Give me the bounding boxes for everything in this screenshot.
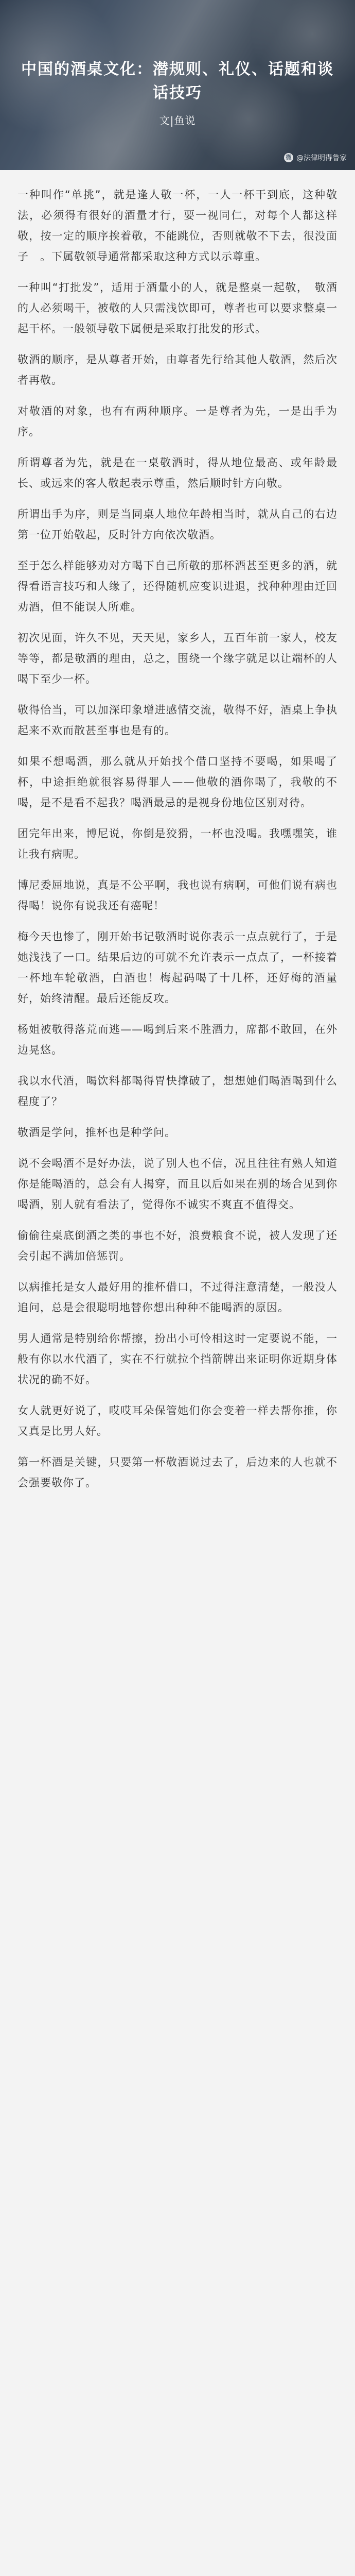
article-paragraph: 第一杯酒是关键，只要第一杯敬酒说过去了，后边来的人也就不会强要敬你了。 [17, 1456, 338, 1489]
header-banner [0, 0, 355, 170]
article-paragraph: 以病推托是女人最好用的推杯借口，不过得注意清楚，一般没人追问，总是会很聪明地替你想出种种不能喝酒的原因。 [17, 1281, 338, 1314]
article-paragraph: 博尼委屈地说，真是不公平啊，我也说有病啊，可他们说有病也得喝！说你有说我还有癌呢！ [17, 879, 338, 912]
article-title: 中国的酒桌文化：潜规则、礼仪、话题和谈话技巧 [21, 60, 334, 102]
article-paragraph: 一种叫“打批发”，适用于酒量小的人，就是整桌一起敬， 敬酒的人必须喝干，被敬的人只需浅饮即可，尊者也可以要求整桌一起干杯。一般领导敬下属便是采取打批发的形式。 [17, 281, 338, 335]
article-paragraph: 敬酒的顺序，是从尊者开始，由尊者先行给其他人敬酒，然后次者再敬。 [17, 353, 338, 386]
article-paragraph: 如果不想喝酒，那么就从开始找个借口坚持不要喝，如果喝了杯，中途拒绝就很容易得罪人——他敬的酒你喝了，我敬的不喝，是不是看不起我？喝酒最忌的是视身份地位区别对待。 [17, 755, 338, 809]
article-paragraph: 所谓尊者为先，就是在一桌敬酒时，得从地位最高、或年龄最长、或远来的客人敬起表示尊重，然后顺时针方向敬。 [17, 456, 338, 489]
weibo-icon: 微 [284, 153, 293, 162]
article-paragraph: 男人通常是特别给你帮擦，扮出小可怜相这时一定要说不能，一般有你以水代酒了，实在不行就拉个挡箭牌出来证明你近期身体状况的确不好。 [17, 1332, 338, 1386]
article-paragraph: 初次见面，许久不见，天天见，家乡人，五百年前一家人，校友等等，都是敬酒的理由，总之，围绕一个缘字就足以让端杯的人喝下至少一杯。 [17, 632, 338, 685]
article-body [0, 170, 355, 1493]
watermark-text: @法律明得鲁家 [296, 154, 347, 162]
article-paragraph: 敬得恰当，可以加深印象增进感情交流，敬得不好，酒桌上争执起来不欢而散甚至事也是有的。 [17, 704, 338, 737]
article-paragraph: 团完年出来，博尼说，你倒是狡猾，一杯也没喝。我嘿嘿笑，谁让我有病呢。 [17, 827, 338, 860]
article-paragraph: 所谓出手为序，则是当同桌人地位年龄相当时，就从自己的右边第一位开始敬起，反时针方向依次敬酒。 [17, 508, 338, 541]
article-paragraph: 至于怎么样能够劝对方喝下自己所敬的那杯酒甚至更多的酒，就得看语言技巧和人缘了，还得随机应变识进退，找种种理由迁回劝酒，但不能误人所难。 [17, 560, 338, 613]
article-paragraph: 女人就更好说了，哎哎耳朵保管她们你会变着一样去帮你推，你又真是比男人好。 [17, 1404, 338, 1437]
article-paragraph: 说不会喝酒不是好办法，说了别人也不信，况且往往有熟人知道你是能喝酒的，总会有人揭穿，而且以后如果在别的场合见到你喝酒，别人就有看法了，觉得你不诚实不爽直不值得交。 [17, 1157, 338, 1211]
article-paragraph: 杨姐被敬得落荒而逃——喝到后来不胜酒力，席都不敢回，在外边晃悠。 [17, 1023, 338, 1056]
article-author: 文|鱼说 [159, 114, 196, 127]
article-paragraph: 我以水代酒，喝饮料都喝得胃快撑破了，想想她们喝酒喝到什么程度了？ [17, 1075, 338, 1108]
article-paragraph: 偷偷往桌底倒酒之类的事也不好，浪费粮食不说，被人发现了还会引起不满加倍惩罚。 [17, 1229, 338, 1262]
watermark [284, 152, 347, 163]
article-paragraph: 一种叫作“单挑”，就是逢人敬一杯，一人一杯干到底，这种敬法，必须得有很好的酒量才行，要一视同仁，对每个人都这样敬，按一定的顺序挨着敬，不能跳位，否则就敬不下去，很没面子 。下属敬领导通常都采取这种方式以示尊重。 [17, 189, 338, 263]
article-paragraph: 梅今天也惨了，刚开始书记敬酒时说你表示一点点就行了，于是她浅浅了一口。结果后边的可就不允许表示一点点了，一杯接着一杯地车轮敬酒，白酒也！梅起码喝了十几杯，还好梅的酒量好，始终清醒。最后还能反攻。 [17, 930, 338, 1005]
article-paragraph: 敬酒是学问，推杯也是种学问。 [17, 1126, 176, 1139]
article-paragraph: 对敬酒的对象，也有有两种顺序。一是尊者为先，一是出手为序。 [17, 405, 338, 438]
